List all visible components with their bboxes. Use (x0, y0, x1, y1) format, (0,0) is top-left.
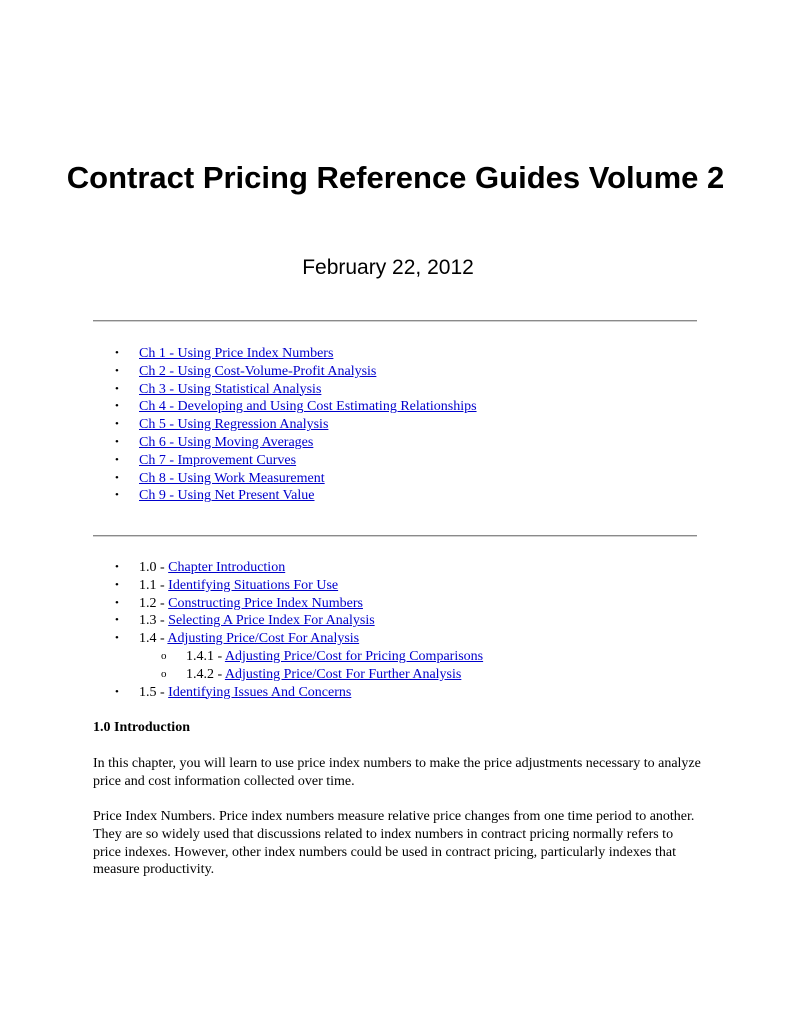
chapter-link[interactable]: Ch 9 - Using Net Present Value (139, 488, 315, 504)
section-link[interactable]: Constructing Price Index Numbers (168, 595, 363, 611)
chapter-link[interactable]: Ch 1 - Using Price Index Numbers (139, 346, 334, 361)
intro-paragraph: In this chapter, you will learn to use price index numbers to make the price adjustments necessary to analyze price and cost information collected over time. (93, 756, 701, 789)
list-item (0, 487, 477, 505)
list-item (0, 345, 477, 363)
section-link[interactable]: Adjusting Price/Cost For Analysis (167, 631, 360, 647)
horizontal-rule (93, 535, 697, 537)
section-number: 1.4.2 - (186, 666, 225, 682)
section-number: 1.4.1 - (186, 648, 225, 664)
section-link[interactable]: Adjusting Price/Cost For Further Analysis (224, 666, 462, 682)
bullet-icon: • (115, 471, 119, 484)
list-item (0, 595, 483, 613)
list-item (0, 452, 477, 470)
section-link[interactable]: Chapter Introduction (168, 560, 286, 575)
horizontal-rule (93, 320, 697, 322)
chapter-link[interactable]: Ch 5 - Using Regression Analysis (139, 417, 329, 433)
bullet-icon: • (115, 347, 119, 359)
sub-list-item (0, 666, 483, 684)
chapter-link[interactable]: Ch 8 - Using Work Measurement (139, 470, 325, 486)
chapter-link[interactable]: Ch 6 - Using Moving Averages (139, 434, 314, 450)
section-link[interactable]: Identifying Issues And Concerns (168, 684, 352, 700)
section-number: 1.2 - (139, 595, 169, 611)
chapter-link[interactable]: Ch 2 - Using Cost-Volume-Profit Analysis (139, 363, 377, 379)
section-number: 1.4 - (139, 631, 168, 647)
list-item (0, 470, 477, 488)
section-link[interactable]: Adjusting Price/Cost for Pricing Comparisons (224, 648, 484, 664)
section-number: 1.5 - (139, 684, 169, 700)
bullet-icon: • (115, 596, 119, 609)
document-date: February 22, 2012 (302, 256, 474, 279)
list-item (0, 381, 477, 399)
bullet-icon: • (115, 685, 119, 698)
list-item (0, 398, 477, 416)
circle-bullet-icon: o (161, 667, 167, 680)
bullet-icon: • (115, 382, 119, 395)
bullet-icon: • (115, 578, 119, 591)
sub-list-item (0, 648, 483, 666)
chapter-link[interactable]: Ch 3 - Using Statistical Analysis (139, 381, 322, 397)
list-item (0, 363, 477, 381)
bullet-icon: • (115, 364, 119, 377)
bullet-icon: • (115, 489, 119, 502)
bullet-icon: • (115, 614, 119, 627)
bullet-icon: • (115, 435, 119, 448)
document-title: Contract Pricing Reference Guides Volume 2 (66, 160, 725, 195)
price-index-paragraph: Price Index Numbers. Price index numbers measure relative price changes from one time period to another. They are so widely used that discussions related to index numbers in contract pricing normally refers to price indexes. However, other index numbers could be used in contract pricing, particularly indexes that measure productivity. (93, 809, 695, 878)
section-list (0, 559, 483, 701)
bullet-icon: • (115, 453, 119, 466)
list-item (0, 416, 477, 434)
list-item (0, 684, 483, 702)
bullet-icon: • (115, 418, 119, 431)
list-item (0, 612, 483, 630)
chapter-link[interactable]: Ch 4 - Developing and Using Cost Estimating Relationships (139, 399, 477, 415)
section-link[interactable]: Identifying Situations For Use (168, 577, 339, 593)
list-item (0, 434, 477, 452)
bullet-icon: • (115, 561, 119, 573)
section-number: 1.0 - (139, 560, 169, 575)
section-number: 1.3 - (139, 613, 169, 629)
chapter-link[interactable]: Ch 7 - Improvement Curves (139, 452, 297, 468)
list-item (0, 577, 483, 595)
circle-bullet-icon: o (161, 649, 167, 662)
section-heading: 1.0 Introduction (93, 720, 190, 735)
list-item (0, 559, 483, 577)
section-number: 1.1 - (139, 577, 169, 593)
bullet-icon: • (115, 632, 119, 645)
chapter-list (0, 345, 477, 505)
bullet-icon: • (115, 400, 119, 413)
section-link[interactable]: Selecting A Price Index For Analysis (168, 613, 375, 629)
list-item (0, 630, 483, 648)
